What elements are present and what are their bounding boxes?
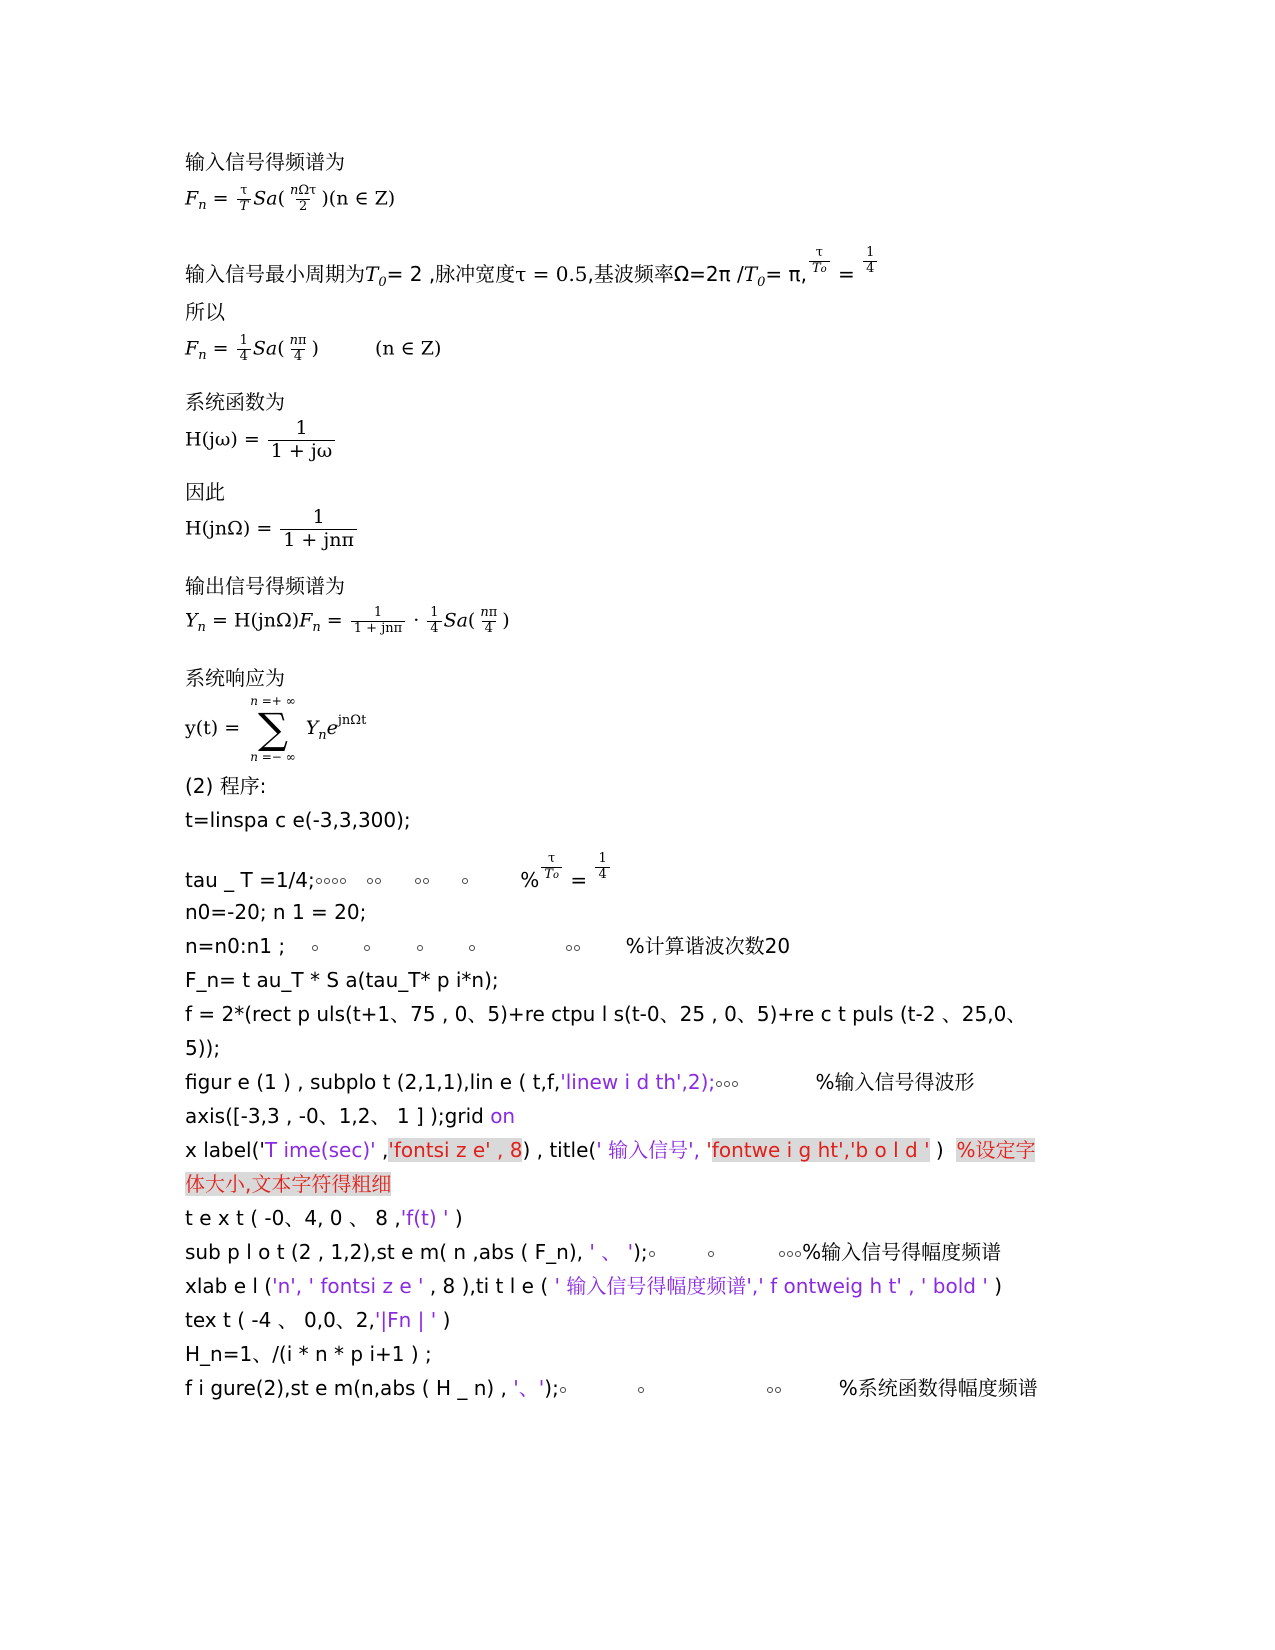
heading-input-spectrum: 输入信号得频谱为: [185, 150, 345, 174]
heading-system-function: 系统函数为: [185, 390, 285, 414]
n-in-z-2: (n ∈ Z): [374, 337, 442, 360]
formula-yt: y(t) = n =+ ∞ ∑ n =− ∞ $Y_ne^{jn\Omega t}$: [185, 694, 367, 764]
code-line-2: tau _ T =1/4; % $\frac{\tau}{To}$ = $\frac{1}{4}$: [185, 866, 612, 897]
code-line-16: H_n=1、/(i * n * p i+1 ) ;: [185, 1342, 432, 1366]
code-line-13: sub p l o t (2 , 1,2),st e m( n ,abs ( F_n), ' 、 '); %输入信号得幅度频谱: [185, 1240, 1002, 1264]
code-line-5: F_n= t au_T * S a(tau_T* p i*n);: [185, 968, 499, 992]
code-line-4: n=n0:n1 ; %计算谐波次数20: [185, 934, 791, 958]
code-line-3: n0=-20; n 1 = 20;: [185, 900, 367, 924]
code-line-17: f i gure(2),st e m(n,abs ( H _ n) , '、'); %系统函数得幅度频谱: [185, 1376, 1038, 1400]
heading-output-spectrum: 输出信号得频谱为: [185, 574, 345, 598]
heading-so: 所以: [185, 300, 225, 324]
code-line-8: figur e (1 ) , subplo t (2,1,1),lin e ( t,f,'linew i d th',2); %输入信号得波形: [185, 1070, 975, 1094]
formula-fn-general: $F_n$ = $\frac{\tau}{T}$ Sa( $\frac{\text{nΩτ}}{2}$ )(n ∈ Z): [185, 183, 396, 214]
code-line-6: f = 2*(rect p uls(t+1、75 , 0、5)+re ctpu l s(t-0、25 , 0、5)+re c t puls (t-2 、25,0、: [185, 1002, 1027, 1026]
code-line-15: tex t ( -4 、 0,0、2,'|Fn | ' ): [185, 1308, 451, 1332]
code-line-11: 体大小,文本字符得粗细: [185, 1172, 392, 1196]
formula-h-jnomega: H(jnΩ) = $\frac{1}{\text{1 + jnπ}}$: [185, 507, 359, 552]
heading-program: (2) 程序:: [185, 774, 267, 798]
formula-h-jw: H(jω) = $\frac{1}{1 + j\omega}$: [185, 418, 337, 463]
formula-yn: $Y_n = H(jn\Omega)F_n$ = $\frac{1}{\text{1 + jnπ}}$ · $\frac{1}{4}$ Sa( $\frac{n\pi}{4}$ ): [185, 605, 510, 636]
period-line: 输入信号最小周期为$T_0= 2$ ,脉冲宽度τ = 0.5,基波频率Ω=2π $/T_0= \pi$, $\frac{\tau}{To}$ = $\frac{1}{4}$: [185, 260, 879, 291]
n-in-z-1: (n ∈ Z): [328, 187, 396, 210]
heading-system-response: 系统响应为: [185, 666, 285, 690]
heading-therefore: 因此: [185, 480, 225, 504]
code-line-1: t=linspa c e(-3,3,300);: [185, 808, 411, 832]
code-line-7: 5));: [185, 1036, 221, 1060]
code-line-14: xlab e l ('n', ' fontsi z e ' , 8 ),ti t l e ( ' 输入信号得幅度频谱',' f ontweig h t' , ' bold ' ): [185, 1274, 1002, 1298]
formula-fn-specific: $F_n$ = $\frac{1}{4}$ Sa( $\frac{n\pi}{4}$ ) (n ∈ Z): [185, 333, 442, 364]
code-line-10: x label('T ime(sec)' ,'fontsi z e' , 8) , title(' 输入信号', 'fontwe i g ht','b o l d ' ) %设定字: [185, 1138, 1036, 1162]
code-line-9: axis([-3,3 , -0、1,2、 1 ] );grid on: [185, 1104, 516, 1128]
code-line-12: t e x t ( -0、4, 0 、 8 ,'f(t) ' ): [185, 1206, 463, 1230]
